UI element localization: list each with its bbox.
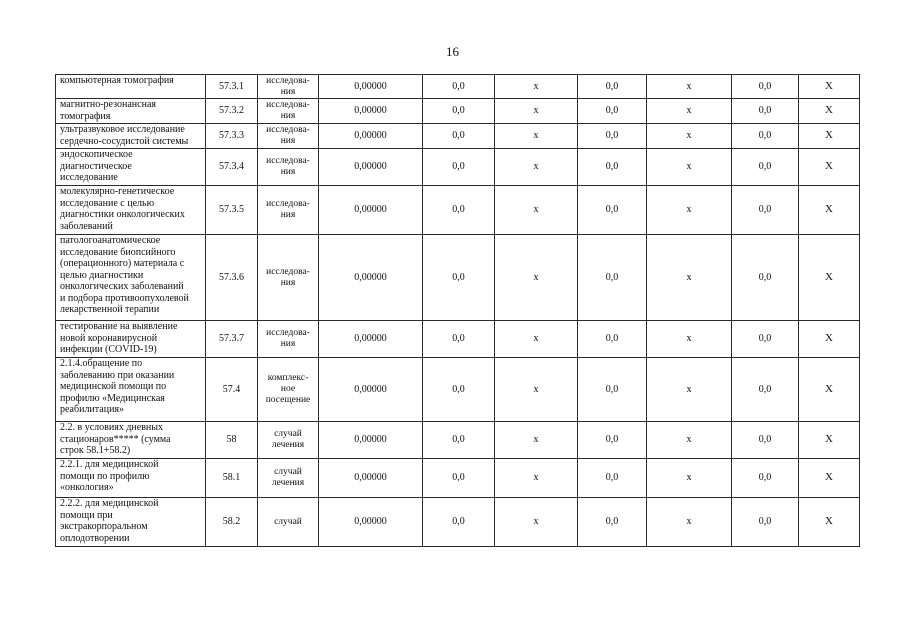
row-value-cell: 0,0 xyxy=(423,459,495,498)
row-code-cell: 57.4 xyxy=(206,358,258,422)
row-value-cell: 0,00000 xyxy=(319,149,423,186)
table-row xyxy=(56,321,860,358)
row-code-cell: 57.3.7 xyxy=(206,321,258,358)
page-number: 16 xyxy=(446,44,459,59)
row-name-cell: 2.2.1. для медицинской помощи по профилю «онкология» xyxy=(56,459,206,498)
row-value-cell: 0,0 xyxy=(578,149,647,186)
row-unit-cell: исследова- ния xyxy=(258,124,319,149)
row-mark-cell: Х xyxy=(799,186,860,235)
row-value-cell: х xyxy=(647,124,732,149)
row-value-cell: х xyxy=(647,498,732,547)
row-value-cell: 0,0 xyxy=(732,498,799,547)
row-mark-cell: Х xyxy=(799,99,860,124)
row-name-cell: 2.1.4.обращение по заболеванию при оказании медицинской помощи по профилю «Медицинская реабилитация» xyxy=(56,358,206,422)
row-value-cell: 0,0 xyxy=(423,124,495,149)
row-code-cell: 57.3.3 xyxy=(206,124,258,149)
row-value-cell: 0,0 xyxy=(732,235,799,321)
row-value-cell: 0,0 xyxy=(578,459,647,498)
row-name-cell: 2.2. в условиях дневных стационаров***** (сумма строк 58.1+58.2) xyxy=(56,422,206,459)
row-value-cell: х xyxy=(495,358,578,422)
row-value-cell: 0,00000 xyxy=(319,235,423,321)
row-code-cell: 57.3.2 xyxy=(206,99,258,124)
row-value-cell: 0,0 xyxy=(423,149,495,186)
row-unit-cell: исследова- ния xyxy=(258,149,319,186)
row-unit-cell: комплекс- ное посещение xyxy=(258,358,319,422)
row-value-cell: 0,00000 xyxy=(319,321,423,358)
row-code-cell: 57.3.5 xyxy=(206,186,258,235)
row-code-cell: 57.3.6 xyxy=(206,235,258,321)
row-value-cell: 0,00000 xyxy=(319,459,423,498)
table-row xyxy=(56,459,860,498)
row-value-cell: 0,00000 xyxy=(319,498,423,547)
row-value-cell: 0,0 xyxy=(732,459,799,498)
row-value-cell: 0,0 xyxy=(578,422,647,459)
row-value-cell: 0,0 xyxy=(732,321,799,358)
row-value-cell: х xyxy=(495,186,578,235)
table-row xyxy=(56,124,860,149)
row-name-cell: 2.2.2. для медицинской помощи при экстракорпоральном оплодотворении xyxy=(56,498,206,547)
row-value-cell: 0,0 xyxy=(732,149,799,186)
row-value-cell: х xyxy=(495,498,578,547)
row-name-cell: компьютерная томография xyxy=(56,75,206,99)
row-code-cell: 58.1 xyxy=(206,459,258,498)
row-name-cell: тестирование на выявление новой коронавирусной инфекции (COVID-19) xyxy=(56,321,206,358)
row-mark-cell: Х xyxy=(799,124,860,149)
row-mark-cell: Х xyxy=(799,321,860,358)
row-unit-cell: случай лечения xyxy=(258,459,319,498)
row-value-cell: х xyxy=(647,235,732,321)
row-value-cell: 0,0 xyxy=(578,75,647,99)
row-value-cell: 0,0 xyxy=(732,186,799,235)
row-mark-cell: Х xyxy=(799,459,860,498)
row-value-cell: х xyxy=(495,422,578,459)
row-value-cell: 0,0 xyxy=(578,235,647,321)
row-value-cell: 0,00000 xyxy=(319,124,423,149)
row-value-cell: 0,00000 xyxy=(319,186,423,235)
row-value-cell: х xyxy=(495,99,578,124)
row-value-cell: 0,0 xyxy=(578,321,647,358)
row-unit-cell: случай xyxy=(258,498,319,547)
table-row xyxy=(56,235,860,321)
row-value-cell: 0,0 xyxy=(732,124,799,149)
row-value-cell: х xyxy=(647,149,732,186)
row-name-cell: патологоанатомическое исследование биопсийного (операционного) материала с целью диагностики онкологических заболеваний и подбора противоопухолевой лекарственной терапии xyxy=(56,235,206,321)
row-value-cell: 0,0 xyxy=(423,358,495,422)
row-value-cell: 0,0 xyxy=(732,358,799,422)
row-value-cell: х xyxy=(647,99,732,124)
row-code-cell: 57.3.4 xyxy=(206,149,258,186)
row-value-cell: 0,0 xyxy=(578,186,647,235)
row-value-cell: х xyxy=(647,321,732,358)
row-unit-cell: исследова- ния xyxy=(258,235,319,321)
row-value-cell: 0,0 xyxy=(732,422,799,459)
row-name-cell: магнитно-резонансная томография xyxy=(56,99,206,124)
row-value-cell: 0,0 xyxy=(423,321,495,358)
row-unit-cell: исследова- ния xyxy=(258,99,319,124)
row-value-cell: х xyxy=(647,75,732,99)
row-value-cell: 0,0 xyxy=(423,422,495,459)
table-row xyxy=(56,358,860,422)
row-value-cell: 0,0 xyxy=(732,75,799,99)
row-unit-cell: исследова- ния xyxy=(258,321,319,358)
table-row xyxy=(56,186,860,235)
row-value-cell: 0,0 xyxy=(578,498,647,547)
row-code-cell: 58.2 xyxy=(206,498,258,547)
row-value-cell: 0,00000 xyxy=(319,358,423,422)
row-value-cell: 0,0 xyxy=(423,75,495,99)
row-value-cell: х xyxy=(495,124,578,149)
row-mark-cell: Х xyxy=(799,422,860,459)
row-value-cell: х xyxy=(495,149,578,186)
row-mark-cell: Х xyxy=(799,235,860,321)
row-name-cell: эндоскопическое диагностическое исследование xyxy=(56,149,206,186)
row-value-cell: х xyxy=(647,459,732,498)
row-value-cell: х xyxy=(647,186,732,235)
row-value-cell: 0,0 xyxy=(578,99,647,124)
table-row xyxy=(56,99,860,124)
row-unit-cell: исследова- ния xyxy=(258,75,319,99)
row-value-cell: 0,0 xyxy=(423,498,495,547)
row-value-cell: х xyxy=(647,422,732,459)
row-value-cell: 0,0 xyxy=(423,99,495,124)
row-mark-cell: Х xyxy=(799,358,860,422)
row-value-cell: х xyxy=(495,459,578,498)
row-value-cell: 0,00000 xyxy=(319,99,423,124)
row-value-cell: 0,00000 xyxy=(319,75,423,99)
row-mark-cell: Х xyxy=(799,149,860,186)
row-value-cell: х xyxy=(495,235,578,321)
row-name-cell: молекулярно-генетическое исследование с целью диагностики онкологических заболеваний xyxy=(56,186,206,235)
row-mark-cell: Х xyxy=(799,75,860,99)
row-code-cell: 57.3.1 xyxy=(206,75,258,99)
row-code-cell: 58 xyxy=(206,422,258,459)
row-mark-cell: Х xyxy=(799,498,860,547)
row-value-cell: 0,0 xyxy=(578,124,647,149)
row-unit-cell: исследова- ния xyxy=(258,186,319,235)
row-name-cell: ультразвуковое исследование сердечно-сосудистой системы xyxy=(56,124,206,149)
table-row xyxy=(56,149,860,186)
table-row xyxy=(56,75,860,99)
row-value-cell: 0,0 xyxy=(423,235,495,321)
row-value-cell: х xyxy=(495,75,578,99)
data-table xyxy=(55,74,860,547)
table-row xyxy=(56,422,860,459)
table-row xyxy=(56,498,860,547)
row-value-cell: 0,0 xyxy=(578,358,647,422)
row-value-cell: 0,00000 xyxy=(319,422,423,459)
row-value-cell: 0,0 xyxy=(423,186,495,235)
row-value-cell: х xyxy=(495,321,578,358)
row-value-cell: х xyxy=(647,358,732,422)
row-value-cell: 0,0 xyxy=(732,99,799,124)
row-unit-cell: случай лечения xyxy=(258,422,319,459)
